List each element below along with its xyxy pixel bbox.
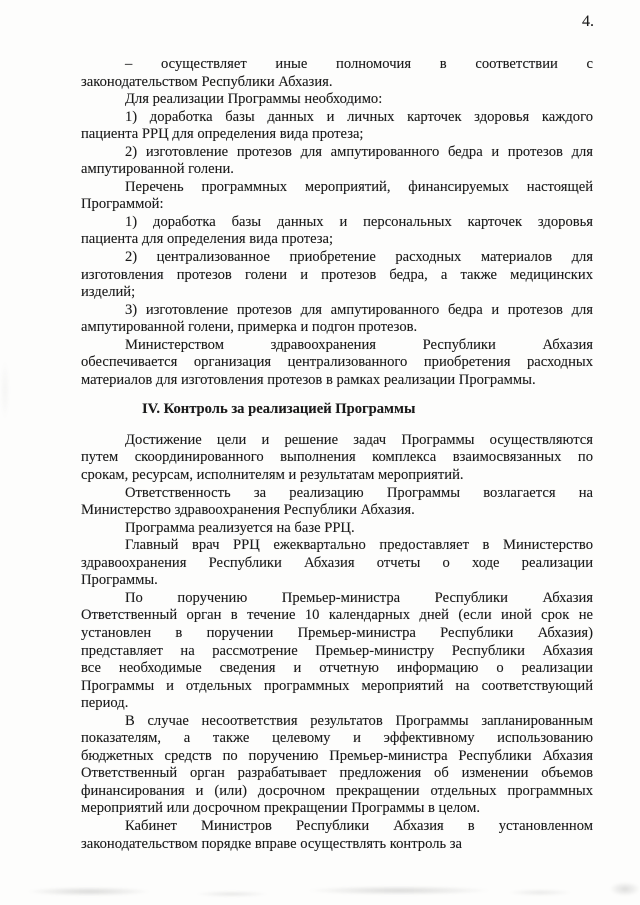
text-line: Программой:	[81, 196, 164, 213]
paragraph	[81, 91, 593, 109]
text-line: период.	[81, 695, 129, 712]
paragraph	[81, 56, 593, 91]
scan-smudge	[610, 882, 640, 896]
text-line: Ответственность за реализацию Программы возлагается на	[125, 484, 593, 501]
text-line: Министерство здравоохранения Республики Абхазия.	[81, 502, 415, 519]
text-line: Ответственный орган в течение 10 календарных дней (если иной срок не	[81, 607, 593, 624]
text-line: срокам, ресурсам, исполнителям и результатам мероприятий.	[81, 467, 464, 484]
page-number: 4.	[582, 13, 594, 30]
text-line: Достижение цели и решение задач Программы осуществляются	[125, 431, 593, 448]
scan-smudge	[28, 887, 150, 896]
paragraph	[81, 713, 593, 818]
text-line: представляет на рассмотрение Премьер-министру Республики Абхазия	[81, 642, 593, 659]
text-line: ампутированной голени, примерка и подгон протезов.	[81, 319, 418, 336]
paragraph	[81, 537, 593, 590]
text-line: мероприятий или досрочном прекращении Программы в целом.	[81, 800, 481, 817]
scan-smudge	[508, 889, 572, 896]
text-line: пациента для определения вида протеза;	[81, 231, 334, 248]
paragraph	[81, 249, 593, 302]
paragraph	[81, 432, 593, 485]
paragraph	[81, 109, 593, 144]
text-line: Ответственный орган разрабатывает предложения об изменении объемов	[81, 765, 593, 782]
paragraph	[81, 302, 593, 337]
text-line: установлен в поручении Премьер-министра Республики Абхазия)	[81, 624, 593, 641]
text-line: изготовления протезов голени и протезов бедра, а также медицинских	[81, 266, 593, 283]
text-line: 2) централизованное приобретение расходных материалов для	[125, 249, 593, 266]
text-line: Министерством здравоохранения Республики Абхазия	[125, 336, 593, 353]
text-line: По поручению Премьер-министра Республики Абхазия	[125, 589, 593, 606]
text-line: 2) изготовление протезов для ампутированного бедра и протезов для	[125, 143, 593, 160]
text-line: 3) изготовление протезов для ампутированного бедра и протезов для	[125, 301, 593, 318]
text-line: Программы.	[81, 572, 158, 589]
document-body	[81, 56, 593, 853]
text-line: В случае несоответствия результатов Программы запланированным	[125, 712, 593, 729]
paragraph	[81, 214, 593, 249]
text-line: 1) доработка базы данных и персональных карточек здоровья	[125, 213, 593, 230]
paragraph	[81, 818, 593, 853]
text-line: изделий;	[81, 284, 136, 301]
scan-smudge	[196, 891, 268, 897]
text-line: ампутированной голени.	[81, 161, 234, 178]
text-line: Программы и отдельных программных мероприятий на соответствующий	[81, 677, 593, 694]
paragraph	[81, 144, 593, 179]
text-line: – осуществляет иные полномочия в соответствии с	[125, 56, 593, 72]
paragraph	[81, 590, 593, 713]
text-line: законодательством порядке вправе осуществлять контроль за	[81, 835, 463, 852]
text-line: 1) доработка базы данных и личных карточек здоровья каждого	[125, 108, 593, 125]
text-line: материалов для изготовления протезов в рамках реализации Программы.	[81, 371, 536, 388]
text-line: Перечень программных мероприятий, финансируемых настоящей	[125, 178, 593, 195]
paragraph	[81, 485, 593, 520]
scan-smudge	[308, 886, 490, 895]
scan-smudge	[0, 360, 10, 420]
text-line: показателям, а также целевому и эффективному использованию	[81, 730, 593, 747]
paragraph	[81, 179, 593, 214]
text-line: IV. Контроль за реализацией Программы	[142, 401, 416, 418]
text-line: Главный врач РРЦ ежеквартально предоставляет в Министерство	[125, 537, 593, 554]
text-line: путем скоординированного выполнения комплекса взаимосвязанных по	[81, 449, 593, 466]
text-line: здравоохранения Республики Абхазия отчеты о ходе реализации	[81, 554, 593, 571]
text-line: Кабинет Министров Республики Абхазия в установленном	[125, 817, 593, 834]
text-line: все необходимые сведения и отчетную информацию о реализации	[81, 660, 593, 677]
text-line: Для реализации Программы необходимо:	[125, 91, 383, 108]
section-heading	[81, 401, 593, 419]
text-line: пациента РРЦ для определения вида протеза;	[81, 126, 364, 143]
text-line: финансирования и (или) досрочном прекращении отдельных программных	[81, 782, 593, 799]
text-line: обеспечивается организация централизованного приобретения расходных	[81, 354, 593, 371]
text-line: Программа реализуется на базе РРЦ.	[125, 519, 355, 536]
text-line: бюджетных средств по поручению Премьер-министра Республики Абхазия	[81, 747, 593, 764]
paragraph	[81, 337, 593, 390]
text-line: законодательством Республики Абхазия.	[81, 73, 333, 90]
paragraph	[81, 520, 593, 538]
